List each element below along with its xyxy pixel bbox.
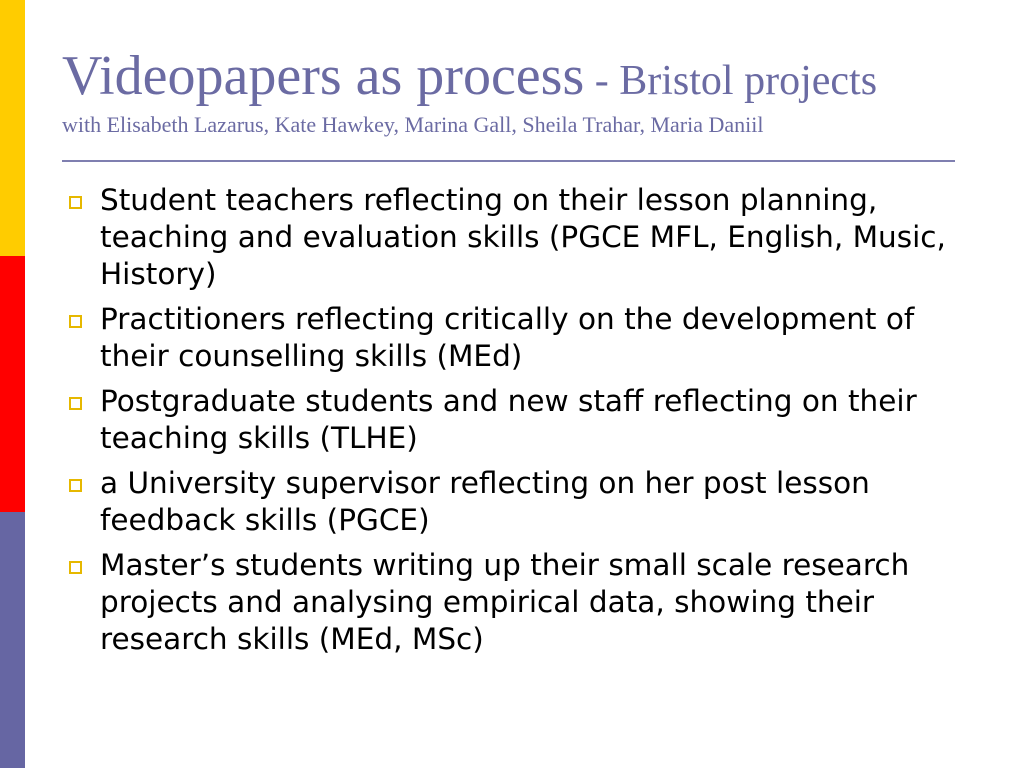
bullet-item (62, 547, 982, 658)
hollow-square-bullet-icon (69, 561, 82, 574)
decorative-side-bar (0, 0, 25, 768)
bullet-text: a University supervisor reflecting on her post lesson feedback skills (PGCE) (100, 466, 870, 537)
slide-title (62, 45, 1002, 107)
bullet-text: Master’s students writing up their small scale research projects and analysing empirical data, showing their research skills (MEd, MSc) (100, 548, 910, 656)
bullet-text: Practitioners reflecting critically on the development of their counselling skills (MEd) (100, 302, 915, 373)
bullet-text: Postgraduate students and new staff reflecting on their teaching skills (TLHE) (100, 384, 917, 455)
hollow-square-bullet-icon (69, 315, 82, 328)
slide-subtitle: with Elisabeth Lazarus, Kate Hawkey, Marina Gall, Sheila Trahar, Maria Daniil (62, 112, 764, 137)
bullet-item (62, 301, 982, 375)
slide-title-sub: Bristol projects (619, 58, 878, 104)
hollow-square-bullet-icon (69, 397, 82, 410)
side-bar-red-segment (0, 256, 25, 512)
bullet-list (62, 182, 982, 666)
title-block (62, 45, 1002, 138)
hollow-square-bullet-icon (69, 479, 82, 492)
bullet-item (62, 383, 982, 457)
side-bar-blue-segment (0, 512, 25, 768)
hollow-square-bullet-icon (69, 196, 82, 209)
slide-title-main: Videopapers as process (62, 45, 585, 107)
title-divider (62, 160, 955, 162)
bullet-text: Student teachers reflecting on their lesson planning, teaching and evaluation skills (PGCE MFL, English, Music, History) (100, 183, 946, 291)
slide-title-separator: - (584, 58, 620, 104)
bullet-item (62, 465, 982, 539)
side-bar-yellow-segment (0, 0, 25, 256)
bullet-item (62, 182, 982, 293)
